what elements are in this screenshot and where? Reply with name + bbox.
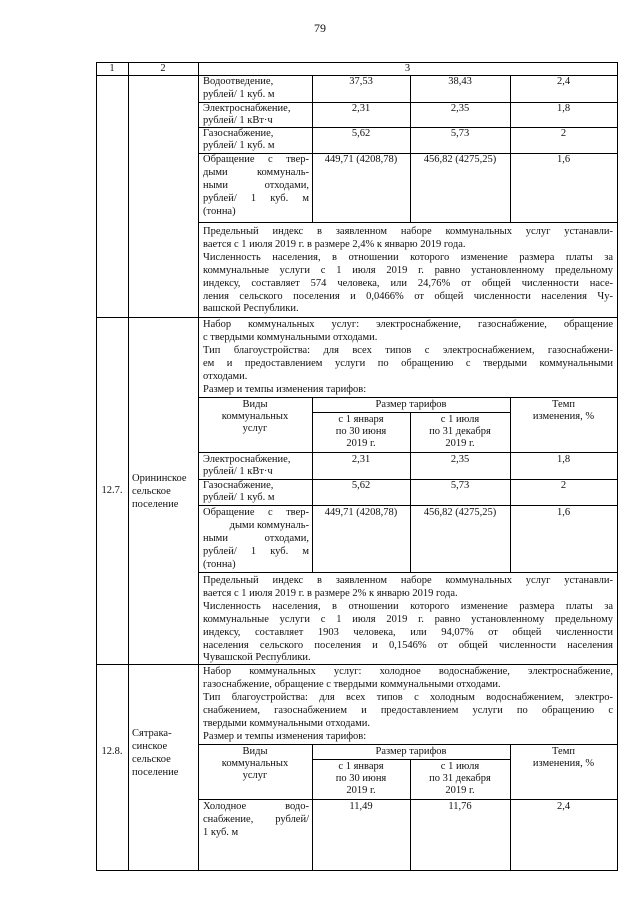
header-line: с 1 июля [440,761,480,772]
header-line: Виды [242,746,268,757]
tariff-name: снабжение, рублей/ [203,814,309,825]
settlement-name-line: сельское [132,754,171,765]
tariff-jan: 449,71 (4208,78) [324,154,398,165]
paragraph-line: населения сельского поселения и 0,1546% от общей численности населения [203,640,613,651]
paragraph-line: Численность населения, в отношении которого изменение размера платы за [203,601,613,612]
header-line: по 31 декабря [429,773,491,784]
tariff-jul: 456,82 (4275,25) [423,154,497,165]
tariff-name: дыми коммуналь- [203,167,309,178]
tariff-name: ными отходами, [203,533,309,544]
header-line: услуг [242,770,268,781]
header-line: изменения, % [532,758,595,769]
paragraph-line: индексу, составляет 1903 человека, или 94,07% от общей численности [203,627,613,638]
tariff-pct: 1,8 [556,454,571,465]
header-line: с 1 января [338,414,384,425]
paragraph-line: снабжением, газоснабжением и предоставлением услуги по обращению с [203,705,613,716]
header-col-3: 3 [404,63,411,74]
tariff-unit: рублей/ 1 куб. м [203,89,275,100]
settlement-name-line: Сятрака- [132,728,172,739]
header-line: 2019 г. [346,785,376,796]
settlement-name-line: поселение [132,499,179,510]
header-line: с 1 января [338,761,384,772]
paragraph-line: коммунальные услуги с 1 июля 2019 г. равно установленному предельному [203,265,613,276]
tariff-jan: 2,31 [351,103,371,114]
tariff-jul: 456,82 (4275,25) [423,507,497,518]
header-line: по 31 декабря [429,426,491,437]
section-number: 12.8. [101,746,123,757]
header-line: коммунальных [221,758,289,769]
tariff-unit: (тонна) [203,559,236,570]
tariff-pct: 1,6 [556,154,571,165]
table-header-size: Размер тарифов [375,399,447,410]
tariff-name: дыми коммуналь- [229,520,309,531]
paragraph-line: вается с 1 июля 2019 г. в размере 2,4% к январю 2019 года. [203,239,466,250]
tariff-jul: 38,43 [448,76,472,87]
paragraph-line: ем и предоставлением услуги по обращению с твердыми коммунальными [203,358,613,369]
table-header-size: Размер тарифов [375,746,447,757]
paragraph-line: Набор коммунальных услуг: электроснабжение, газоснабжение, обращение [203,319,613,330]
tariff-jul: 2,35 [450,454,470,465]
header-line: Темп [552,746,575,757]
paragraph-line: ления сельского поселения и 0,0466% от общей численности населения Чу- [203,291,613,302]
header-line: услуг [242,423,268,434]
header-line: с 1 июля [440,414,480,425]
tariff-pct: 1,8 [556,103,571,114]
paragraph-line: с твердыми коммунальными отходами. [203,332,378,343]
tariff-name: Холодное водо- [203,801,309,812]
page-number: 79 [314,21,326,35]
paragraph-line: Тип благоустройства: для всех типов с электроснабжением, газоснабжени- [203,345,613,356]
tariff-name: Электроснабжение, [203,103,291,114]
tariff-unit: рублей/ 1 куб. м [203,546,309,557]
header-line: Виды [242,399,268,410]
paragraph-line: Чувашской Республики. [203,652,311,663]
tariff-name: ными отходами, [203,180,309,191]
tariff-name: Газоснабжение, [203,480,274,491]
header-line: 2019 г. [445,785,475,796]
paragraph-line: Набор коммунальных услуг: холодное водоснабжение, электроснабжение, [203,666,613,677]
tariff-unit: рублей/ 1 куб. м [203,492,275,503]
tariff-name: Электроснабжение, [203,454,291,465]
paragraph-line: Предельный индекс в заявленном наборе коммунальных услуг устанавли- [203,575,613,586]
tariff-pct: 1,6 [556,507,571,518]
paragraph-line: твердыми коммунальными отходами. [203,718,371,729]
header-line: 2019 г. [445,438,475,449]
tariff-pct: 2 [560,480,567,491]
tariff-unit: (тонна) [203,206,236,217]
header-col-1: 1 [109,63,115,74]
tariff-jan: 5,62 [351,480,371,491]
settlement-name-line: синское [132,741,168,752]
tariff-unit: рублей/ 1 кВт·ч [203,115,273,126]
tariff-jul: 5,73 [450,128,470,139]
tariff-name: Обращение с твер- [203,507,309,518]
header-line: Темп [552,399,575,410]
tariff-jan: 2,31 [351,454,371,465]
rates-title: Размер и темпы изменения тарифов: [203,731,367,742]
tariff-unit: рублей/ 1 куб. м [203,140,275,151]
paragraph-line: индексу, составляет 574 человека, или 24,76% от общей численности насе- [203,278,613,289]
tariff-jul: 11,76 [448,801,472,812]
header-line: 2019 г. [346,438,376,449]
tariff-unit: рублей/ 1 кВт·ч [203,466,273,477]
header-line: по 30 июня [335,426,387,437]
tariff-jan: 11,49 [349,801,373,812]
paragraph-line: Численность населения, в отношении которого изменение размера платы за [203,252,613,263]
paragraph-line: коммунальные услуги с 1 июля 2019 г. равно установленному предельному [203,614,613,625]
tariff-unit: 1 куб. м [203,827,239,838]
paragraph-line: Тип благоустройства: для всех типов с холодным водоснабжением, электро- [203,692,613,703]
settlement-name-line: сельское [132,486,171,497]
header-line: коммунальных [221,411,289,422]
tariff-jan: 449,71 (4208,78) [324,507,398,518]
header-line: изменения, % [532,411,595,422]
tariff-name: Газоснабжение, [203,128,274,139]
paragraph-line: Предельный индекс в заявленном наборе коммунальных услуг устанавли- [203,226,613,237]
paragraph-line: вается с 1 июля 2019 г. в размере 2% к январю 2019 года. [203,588,458,599]
tariff-jul: 2,35 [450,103,470,114]
settlement-name-line: поселение [132,767,179,778]
tariff-pct: 2,4 [556,76,571,87]
tariff-name: Водоотведение, [203,76,274,87]
tariff-jul: 5,73 [450,480,470,491]
header-line: по 30 июня [335,773,387,784]
settlement-name-line: Орининское [132,473,187,484]
section-number: 12.7. [101,485,123,496]
paragraph-line: вашской Республики. [203,303,299,314]
tariff-jan: 5,62 [351,128,371,139]
rates-title: Размер и темпы изменения тарифов: [203,384,367,395]
tariff-jan: 37,53 [349,76,373,87]
paragraph-line: газоснабжение, обращение с твердыми коммунальными отходами. [203,679,501,690]
tariff-name: Обращение с твер- [203,154,309,165]
paragraph-line: отходами. [203,371,248,382]
tariff-pct: 2,4 [556,801,571,812]
tariff-pct: 2 [560,128,567,139]
tariff-unit: рублей/ 1 куб. м [203,193,309,204]
header-col-2: 2 [160,63,166,74]
